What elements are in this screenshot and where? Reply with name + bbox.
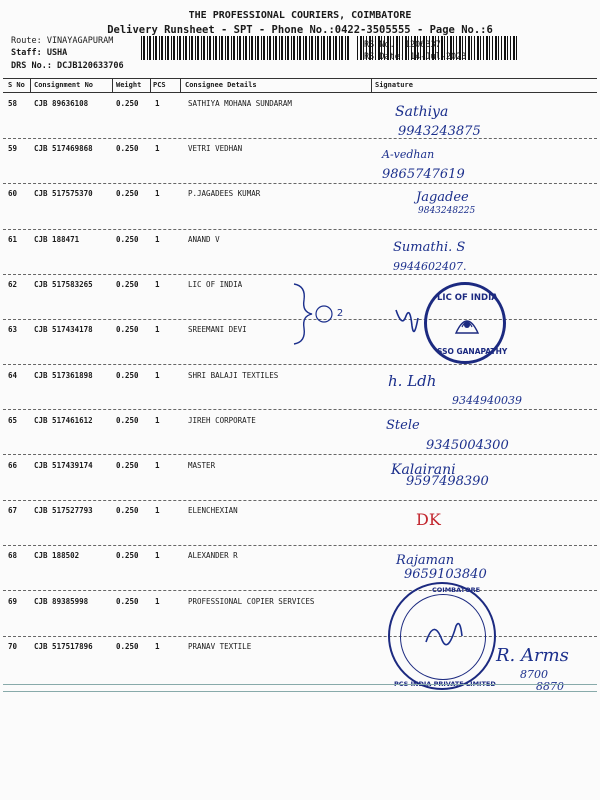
drs-number: DRS No.: DCJB120633706 bbox=[11, 61, 124, 71]
row-consignee: PRANAV TEXTILE bbox=[188, 642, 252, 651]
row-phone: 9659103840 bbox=[404, 567, 487, 582]
row-divider bbox=[3, 229, 597, 230]
row-consignment: CJB 517434178 bbox=[34, 325, 93, 334]
row-signature: A-vedhan bbox=[382, 148, 435, 161]
row-consignee: LIC OF INDIA bbox=[188, 280, 243, 289]
signature-scribble bbox=[420, 612, 466, 658]
row-consignment: CJB 517517896 bbox=[34, 642, 93, 651]
col-header-weight: Weight bbox=[116, 81, 142, 89]
bracket-annotation bbox=[284, 280, 344, 350]
col-header-consignee: Consignee Details bbox=[185, 81, 257, 89]
row-pcs: 1 bbox=[155, 144, 160, 153]
row-sno: 70 bbox=[8, 642, 18, 651]
row-signature: Jagadee bbox=[416, 190, 469, 205]
row-consignment: CJB 517461612 bbox=[34, 416, 93, 425]
row-signature: Rajaman bbox=[396, 553, 455, 568]
row-weight: 0.250 bbox=[116, 597, 139, 606]
row-sno: 68 bbox=[8, 551, 18, 560]
row-sno: 61 bbox=[8, 235, 18, 244]
col-header-sno: S No bbox=[8, 81, 25, 89]
row-weight: 0.250 bbox=[116, 99, 139, 108]
row-consignee: SHRI BALAJI TEXTILES bbox=[188, 371, 279, 380]
row-consignee: ELENCHEXIAN bbox=[188, 506, 238, 515]
row-sno: 63 bbox=[8, 325, 18, 334]
row-divider bbox=[3, 454, 597, 455]
row-weight: 0.250 bbox=[116, 371, 139, 380]
row-consignment: CJB 517583265 bbox=[34, 280, 93, 289]
row-consignee: PROFESSIONAL COPIER SERVICES bbox=[188, 597, 315, 606]
stamp-bottom-text: SSO GANAPATHY bbox=[437, 347, 508, 356]
row-sno: 60 bbox=[8, 189, 18, 198]
row-signature: R. Arms bbox=[496, 645, 569, 666]
row-divider bbox=[3, 636, 597, 637]
row-sno: 62 bbox=[8, 280, 18, 289]
barcode-left bbox=[141, 36, 349, 60]
row-consignee: VETRI VEDHAN bbox=[188, 144, 243, 153]
col-header-consignment: Consignment No bbox=[34, 81, 94, 89]
row-signature: Kalairani bbox=[391, 462, 456, 478]
row-pcs: 1 bbox=[155, 325, 160, 334]
row-sno: 69 bbox=[8, 597, 18, 606]
row-phone: 9943243875 bbox=[398, 124, 481, 139]
row-sno: 67 bbox=[8, 506, 18, 515]
row-consignment: CJB 188502 bbox=[34, 551, 80, 560]
row-divider bbox=[3, 409, 597, 410]
row-consignment: CJB 517439174 bbox=[34, 461, 93, 470]
row-consignment: CJB 89636108 bbox=[34, 99, 89, 108]
row-divider bbox=[3, 183, 597, 184]
lic-stamp bbox=[424, 282, 506, 364]
row-consignment: CJB 517469868 bbox=[34, 144, 93, 153]
row-consignee: SATHIYA MOHANA SUNDARAM bbox=[188, 99, 292, 108]
row-weight: 0.250 bbox=[116, 416, 139, 425]
row-pcs: 1 bbox=[155, 280, 160, 289]
staff-label: Staff: USHA bbox=[11, 48, 68, 58]
col-header-pcs: PCS bbox=[153, 81, 166, 89]
row-phone: 9597498390 bbox=[406, 474, 489, 489]
row-sno: 59 bbox=[8, 144, 18, 153]
row-sno: 58 bbox=[8, 99, 18, 108]
row-pcs: 1 bbox=[155, 461, 160, 470]
bottom-note: 8700 bbox=[520, 668, 548, 681]
row-sno: 66 bbox=[8, 461, 18, 470]
table-header-border bbox=[3, 92, 597, 93]
col-divider bbox=[180, 78, 181, 92]
row-pcs: 1 bbox=[155, 416, 160, 425]
bracket-count: 2 bbox=[336, 308, 344, 319]
row-consignment: CJB 517527793 bbox=[34, 506, 93, 515]
col-divider bbox=[30, 78, 31, 92]
row-consignment: CJB 517575370 bbox=[34, 189, 93, 198]
row-pcs: 1 bbox=[155, 642, 160, 651]
row-weight: 0.250 bbox=[116, 506, 139, 515]
row-consignee: P.JAGADEES KUMAR bbox=[188, 189, 261, 198]
row-consignee: JIREH CORPORATE bbox=[188, 416, 256, 425]
row-consignee: ALEXANDER R bbox=[188, 551, 238, 560]
row-pcs: 1 bbox=[155, 597, 160, 606]
row-consignment: CJB 517361898 bbox=[34, 371, 93, 380]
row-phone: 9944602407. bbox=[393, 260, 467, 273]
col-divider bbox=[150, 78, 151, 92]
row-divider bbox=[3, 590, 597, 591]
row-signature: DK bbox=[416, 510, 441, 529]
col-header-signature: Signature bbox=[375, 81, 413, 89]
row-phone: 9344940039 bbox=[452, 394, 522, 407]
row-phone: 9345004300 bbox=[426, 438, 509, 453]
col-divider bbox=[371, 78, 372, 92]
row-consignee: MASTER bbox=[188, 461, 216, 470]
table-top-border bbox=[3, 78, 597, 79]
row-divider bbox=[3, 545, 597, 546]
col-divider bbox=[112, 78, 113, 92]
row-pcs: 1 bbox=[155, 506, 160, 515]
pcs-stamp bbox=[388, 582, 496, 690]
row-signature: h. Ldh bbox=[388, 372, 437, 390]
row-pcs: 1 bbox=[155, 235, 160, 244]
row-divider bbox=[3, 500, 597, 501]
row-weight: 0.250 bbox=[116, 325, 139, 334]
row-phone: 9865747619 bbox=[382, 167, 465, 182]
row-sno: 64 bbox=[8, 371, 18, 380]
lic-emblem-icon bbox=[452, 307, 482, 337]
rs-date: RS Date: 14-Jul-2023 bbox=[364, 52, 467, 62]
row-weight: 0.250 bbox=[116, 551, 139, 560]
runsheet-subtitle: Delivery Runsheet - SPT - Phone No.:0422-3505555 - Page No.:6 bbox=[107, 24, 493, 36]
row-phone: 9843248225 bbox=[418, 206, 476, 216]
row-signature: Sathiya bbox=[395, 104, 449, 120]
row-weight: 0.250 bbox=[116, 189, 139, 198]
table-bottom-border bbox=[3, 684, 597, 685]
row-consignment: CJB 89385998 bbox=[34, 597, 89, 606]
row-pcs: 1 bbox=[155, 189, 160, 198]
row-pcs: 1 bbox=[155, 371, 160, 380]
row-weight: 0.250 bbox=[116, 280, 139, 289]
row-divider bbox=[3, 138, 597, 139]
bottom-note: 8870 bbox=[536, 680, 564, 693]
row-consignee: ANAND V bbox=[188, 235, 220, 244]
row-divider bbox=[3, 274, 597, 275]
row-consignee: SREEMANI DEVI bbox=[188, 325, 247, 334]
row-signature: Stele bbox=[386, 418, 420, 433]
row-divider bbox=[3, 364, 597, 365]
rs-number: RS No.: 1206337 bbox=[364, 40, 441, 50]
row-weight: 0.250 bbox=[116, 235, 139, 244]
stamp-name-text: PCS INDIA PRIVATE LIMITED bbox=[394, 680, 496, 688]
stamp-top-text: LIC OF INDIA bbox=[437, 293, 498, 303]
route-label: Route: VINAYAGAPURAM bbox=[11, 36, 114, 46]
row-sno: 65 bbox=[8, 416, 18, 425]
row-signature: Sumathi. S bbox=[393, 240, 466, 255]
row-pcs: 1 bbox=[155, 99, 160, 108]
row-weight: 0.250 bbox=[116, 144, 139, 153]
table-bottom-border bbox=[3, 691, 597, 692]
row-weight: 0.250 bbox=[116, 461, 139, 470]
stamp-city-text: COIMBATORE bbox=[432, 586, 481, 594]
company-title: THE PROFESSIONAL COURIERS, COIMBATORE bbox=[188, 10, 412, 21]
row-pcs: 1 bbox=[155, 551, 160, 560]
row-weight: 0.250 bbox=[116, 642, 139, 651]
row-consignment: CJB 188471 bbox=[34, 235, 80, 244]
